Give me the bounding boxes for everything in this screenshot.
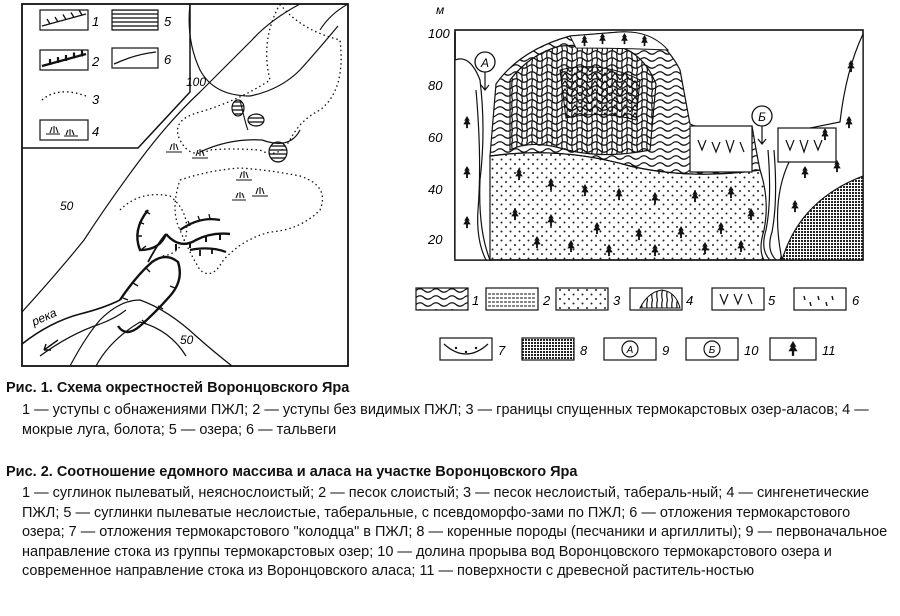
height-axis [427, 3, 455, 258]
sec-legend-num-8: 8 [580, 343, 588, 358]
marker-a-label: А [480, 56, 490, 70]
tick-100: 100 [428, 26, 450, 41]
fig1-caption-text: 1 — уступы с обнажениями ПЖЛ; 2 — уступы без видимых ПЖЛ; 3 — границы спущенных термокарстовых озер-аласов; 4 — мокрые луга, болота; 5 — озера; 6 — тальвеги [22, 402, 869, 438]
sec-legend-num-9: 9 [662, 343, 670, 358]
map-legend-num-2: 2 [92, 54, 100, 69]
tick-80: 80 [428, 78, 443, 93]
axis-unit: м [436, 3, 445, 17]
pseudomorph-right [778, 128, 836, 162]
sec-legend-num-11: 11 [822, 343, 836, 358]
map-legend-num-4: 4 [92, 124, 100, 139]
fig1-caption-title: Рис. 1. Схема окрестностей Воронцовского Яра [6, 380, 350, 396]
sec-legend-num-4: 4 [686, 293, 694, 308]
sec-legend-num-10: 10 [744, 343, 759, 358]
marker-b-label: Б [758, 110, 766, 124]
tick-40: 40 [428, 182, 443, 197]
ice-wedge-chevrons [560, 67, 640, 120]
sec-legend-marker-b: Б [708, 345, 716, 356]
map-legend-num-3: 3 [92, 92, 100, 107]
tick-60: 60 [428, 130, 443, 145]
marker-b [752, 106, 772, 144]
section-legend [416, 288, 860, 360]
sec-legend-num-7: 7 [498, 343, 506, 358]
contour-label-50-bottom: 50 [180, 333, 194, 347]
fig2-caption-text: 1 — суглинок пылеватый, неяснослоистый; 2 — песок слоистый; 3 — песок неслоистый, табераль-ный; 4 — сингенетические ПЖЛ; 5 — суглинки пылеватые неслоистые, таберальные, с псевдоморфо-зами по ПЖЛ; 6 — отложения термокарстового озера; 7 — отложения термокарстового "колодца" в ПЖЛ; 8 — коренные породы (песчаники и аргиллиты); 9 — первоначальное направление стока из группы термокарстовых озер; 10 — долина прорыва вод Воронцовского термокарстового озера и современное направление стока из Воронцовского аласа; 11 — поверхности с древесной раститель-ностью [22, 485, 888, 579]
fig1-map [22, 4, 348, 366]
tick-20: 20 [428, 232, 443, 247]
sec-legend-num-1: 1 [472, 293, 480, 308]
fig2-section [416, 3, 863, 360]
sec-legend-num-2: 2 [543, 293, 551, 308]
sec-legend-marker-a: А [626, 345, 634, 356]
sec-legend-num-6: 6 [852, 293, 860, 308]
fig2-caption-title: Рис. 2. Соотношение едомного массива и аласа на участке Воронцовского Яра [6, 464, 578, 480]
river-label: река [29, 305, 59, 329]
contour-label-50-left: 50 [60, 199, 74, 213]
sec-legend-num-5: 5 [768, 293, 776, 308]
map-legend-num-5: 5 [164, 14, 172, 29]
map-legend-num-1: 1 [92, 14, 100, 29]
contour-label-100: 100 [186, 75, 207, 89]
sec-legend-num-3: 3 [613, 293, 621, 308]
map-legend-num-6: 6 [164, 52, 172, 67]
